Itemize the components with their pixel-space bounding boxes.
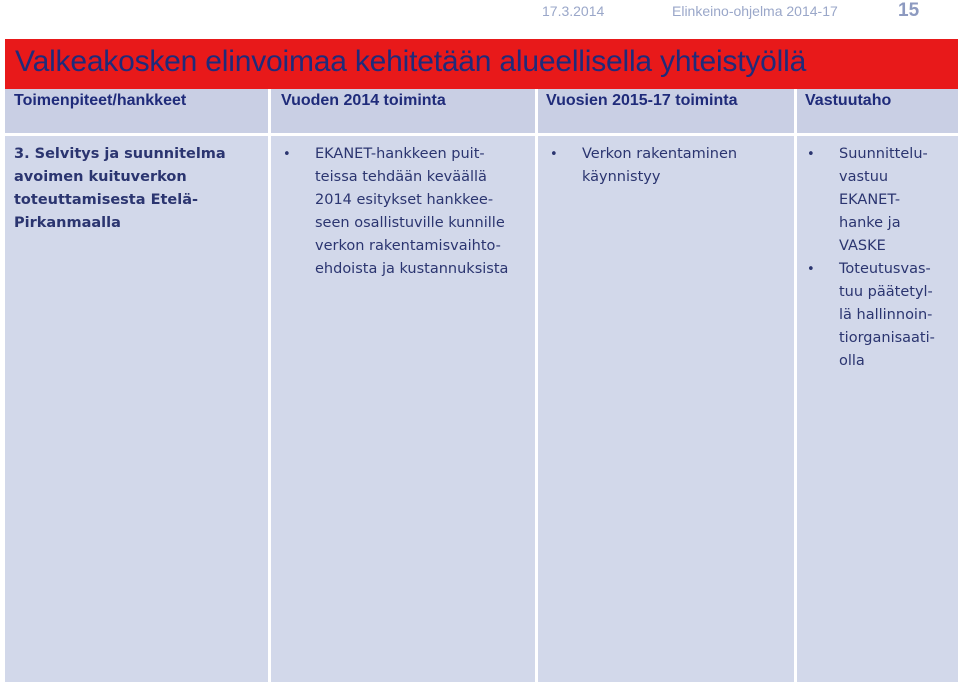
bullet-icon: • <box>807 262 815 277</box>
bullet-line: verkon rakentamisvaihto- <box>315 238 501 254</box>
bullet-line: EKANET-hankkeen puit- <box>315 146 485 162</box>
column-divider <box>794 89 797 133</box>
page-number: 15 <box>898 0 920 21</box>
column-header-2014: Vuoden 2014 toiminta <box>281 92 446 109</box>
bullet-item <box>283 143 528 281</box>
measure-line: toteuttamisesta Etelä- <box>14 192 199 208</box>
table-header-row <box>5 89 958 133</box>
slide-title: Valkeakosken elinvoimaa kehitetään alueellisella yhteistyöllä <box>15 45 807 78</box>
cell-action-2015-17 <box>538 136 794 682</box>
bullet-item <box>807 258 955 373</box>
measure-line: 3. Selvitys ja suunnitelma <box>14 146 226 162</box>
column-header-responsible: Vastuutaho <box>805 92 892 109</box>
bullet-icon: • <box>807 147 815 162</box>
bullet-line: seen osallistuville kunnille <box>315 215 505 231</box>
bullet-line: EKANET- <box>839 192 901 208</box>
column-divider <box>268 89 271 133</box>
bullet-line: tiorganisaati- <box>839 330 935 346</box>
slide-header <box>0 0 960 30</box>
bullet-line: tuu päätetyl- <box>839 284 933 300</box>
bullet-icon: • <box>283 147 291 162</box>
measure-line: avoimen kuituverkon <box>14 169 187 185</box>
bullet-line: olla <box>839 353 865 369</box>
bullet-line: Toteutusvas- <box>839 261 931 277</box>
bullet-line: Verkon rakentaminen <box>582 146 738 162</box>
bullet-line: vastuu <box>839 169 889 185</box>
title-bar <box>5 39 958 89</box>
column-header-measures: Toimenpiteet/hankkeet <box>14 92 187 109</box>
column-divider <box>535 89 538 133</box>
bullet-line: ehdoista ja kustannuksista <box>315 261 509 277</box>
cell-responsible <box>797 136 958 682</box>
bullet-line: teissa tehdään keväällä <box>315 169 487 185</box>
date-label: 17.3.2014 <box>542 3 605 19</box>
cell-action-2014 <box>271 136 535 682</box>
bullet-item <box>807 143 955 258</box>
table-body-row <box>5 136 958 682</box>
bullet-line: hanke ja <box>839 215 901 231</box>
column-header-2015-17: Vuosien 2015-17 toiminta <box>546 92 738 109</box>
measure-text <box>14 143 259 235</box>
bullet-icon: • <box>550 147 558 162</box>
bullet-line: 2014 esitykset hankkee- <box>315 192 494 208</box>
bullet-item <box>550 143 790 189</box>
program-label: Elinkeino-ohjelma 2014-17 <box>672 3 838 19</box>
bullet-line: käynnistyy <box>582 169 661 185</box>
measure-line: Pirkanmaalla <box>14 215 121 231</box>
bullet-line: VASKE <box>839 238 886 254</box>
bullet-line: Suunnittelu- <box>839 146 928 162</box>
bullet-line: lä hallinnoin- <box>839 307 933 323</box>
cell-measure <box>5 136 268 682</box>
